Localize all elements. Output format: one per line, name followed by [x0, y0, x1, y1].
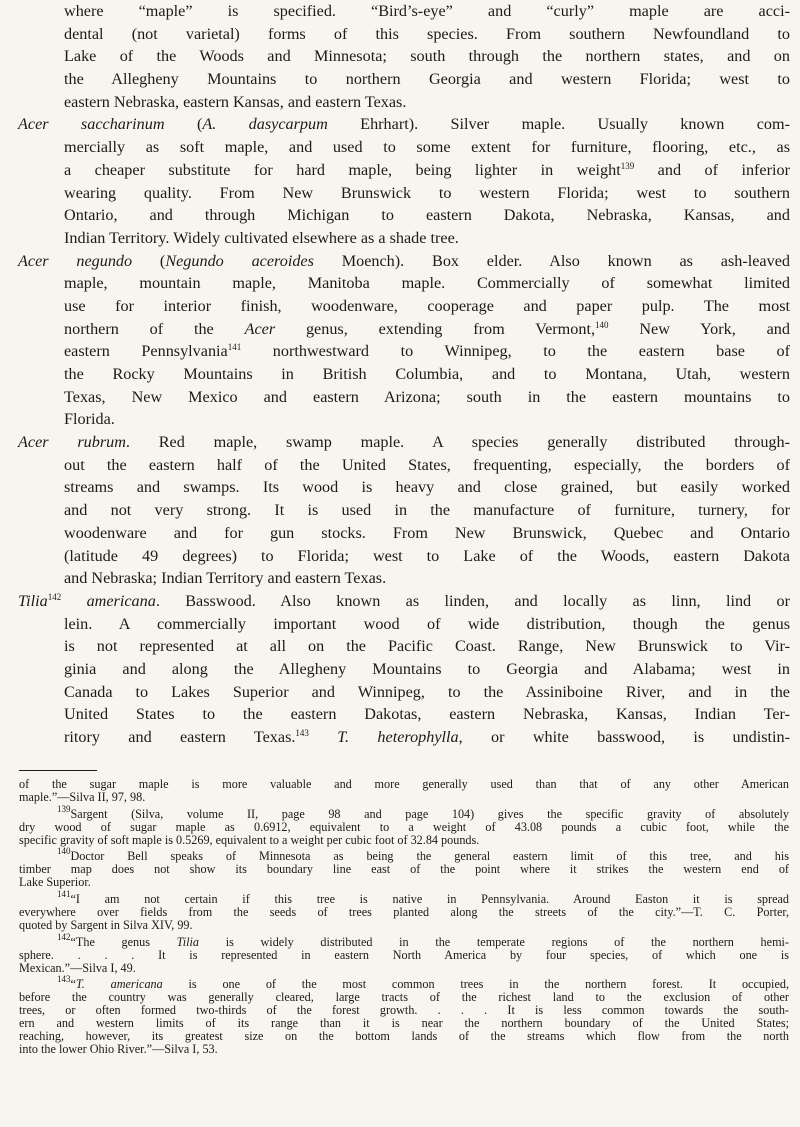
- text-run: eastern Nebraska, eastern Kansas, and eastern Texas.: [64, 92, 407, 111]
- text-line: [0, 23, 790, 46]
- text-line: [0, 363, 790, 386]
- text-run: of the sugar maple is more valuable and more generally used than that of any other American: [19, 777, 789, 791]
- text-run: northwestward to Winnipeg, to the eastern base of: [241, 342, 790, 361]
- text-run: , or white basswood, is undistin-: [458, 728, 791, 746]
- text-run: maple.”—Silva II, 97, 98.: [19, 789, 146, 804]
- text-run: United States to the eastern Dakotas, eastern Nebraska, Kansas, Indian Ter-: [64, 705, 790, 724]
- text-line: [0, 454, 790, 477]
- text-run: Lake Superior.: [19, 875, 91, 890]
- footnote-line: [0, 791, 789, 804]
- text-run: Mexican.”—Silva I, 49.: [19, 960, 136, 975]
- text-run: into the lower Ohio River.”—Silva I, 53.: [19, 1041, 218, 1056]
- footnote-rule: [19, 770, 97, 771]
- text-run: is not represented at all on the Pacific Coast. Range, New Brunswick to Vir-: [64, 637, 790, 656]
- text-run: Florida.: [64, 410, 115, 429]
- text-run: use for interior finish, woodenware, cooperage and paper pulp. The most: [64, 296, 790, 315]
- text-run: where “maple” is specified. “Bird’s-eye” and “curly” maple are acci-: [64, 2, 790, 20]
- italic-text: americana: [86, 591, 156, 610]
- text-run: before the country was generally cleared, large tracts of the richest land to the exclusion of other: [19, 990, 789, 1005]
- text-line: [0, 182, 790, 205]
- text-run: (latitude 49 degrees) to Florida; west to Lake of the Woods, eastern Dakota: [64, 546, 790, 565]
- text-line: [0, 476, 790, 499]
- italic-text: Acer saccharinum: [18, 115, 165, 134]
- text-line: [0, 431, 790, 454]
- text-run: dry wood of sugar maple as 0.6912, equivalent to a weight of 43.08 pounds a cubic foot, while the: [19, 819, 789, 834]
- text-line: [0, 340, 790, 363]
- text-run: [61, 592, 86, 610]
- text-line: [0, 681, 790, 704]
- italic-text: Tilia: [18, 591, 48, 610]
- text-line: [0, 522, 790, 545]
- footnote-line: [0, 919, 789, 932]
- italic-text: Tilia: [176, 934, 200, 949]
- text-line: [0, 159, 790, 182]
- text-line: [0, 499, 790, 522]
- footnote-ref: 139: [620, 160, 635, 171]
- italic-text: T. heterophylla: [337, 728, 459, 746]
- text-line: [0, 68, 790, 91]
- italic-text: Acer rubrum: [18, 433, 126, 452]
- text-run: a cheaper substitute for hard maple, being lighter in weight: [64, 160, 621, 179]
- text-run: timber map does not show its boundary line east of the point where it strikes the western end of: [19, 862, 789, 877]
- footnote-ref: 142: [47, 591, 62, 602]
- text-run: dental (not varietal) forms of this species. From southern Newfoundland to: [64, 24, 790, 43]
- text-run: ritory and eastern Texas.: [64, 728, 296, 746]
- text-run: and Nebraska; Indian Territory and eastern Texas.: [64, 569, 387, 588]
- footnote-ref: 143: [295, 728, 309, 738]
- italic-text: Acer negundo: [18, 251, 133, 270]
- text-line: [0, 408, 790, 431]
- footnote-line: [0, 1043, 789, 1056]
- italic-text: Acer: [244, 319, 276, 338]
- text-run: [309, 728, 337, 746]
- text-line: [0, 295, 790, 318]
- text-run: trees, or often formed two-thirds of the forest growth. . . . It is less common towards the south-: [19, 1003, 789, 1018]
- text-run: streams and swamps. Its wood is heavy and close grained, but easily worked: [64, 478, 790, 497]
- text-line: [0, 703, 790, 726]
- text-run: maple, mountain maple, Manitoba maple. Commercially of somewhat limited: [64, 274, 790, 293]
- text-line: [0, 0, 790, 23]
- text-line: [0, 204, 790, 227]
- text-line: [0, 545, 790, 568]
- text-run: Canada to Lakes Superior and Winnipeg, to the Assiniboine River, and in the: [64, 682, 790, 701]
- text-run: Ontario, and through Michigan to eastern Dakota, Nebraska, Kansas, and: [64, 206, 790, 225]
- text-line: [0, 386, 790, 409]
- text-run: (: [132, 251, 166, 270]
- text-run: sphere. . . . It is represented in eastern North America by four species, of which one is: [19, 947, 789, 962]
- text-run: and of inferior: [634, 160, 790, 179]
- footnote-line: [0, 876, 789, 889]
- text-run: quoted by Sargent in Silva XIV, 99.: [19, 917, 193, 932]
- text-run: Moench). Box elder. Also known as ash-leaved: [313, 251, 790, 270]
- footnote-line: [0, 863, 789, 876]
- text-run: Doctor Bell speaks of Minnesota as being the general eastern limit of this tree, and his: [70, 849, 789, 864]
- text-run: eastern Pennsylvania: [64, 342, 228, 361]
- footnotes: [0, 778, 800, 1056]
- text-line: [0, 635, 790, 658]
- text-run: “: [70, 977, 76, 992]
- footnote-ref: 142: [57, 931, 71, 942]
- italic-text: T. americana: [75, 977, 163, 992]
- text-run: everywhere over fields from the seeds of trees planted along the streets of the city.”—T. C. Porter,: [19, 905, 789, 920]
- footnote-ref: 140: [595, 319, 609, 330]
- text-run: wearing quality. From New Brunswick to western Florida; west to southern: [64, 183, 790, 202]
- text-run: the Rocky Mountains in British Columbia, and to Montana, Utah, western: [64, 365, 790, 383]
- text-run: Sargent (Silva, volume II, page 98 and page 104) gives the specific gravity of absolutely: [70, 806, 789, 821]
- text-run: . Red maple, swamp maple. A species generally distributed through-: [125, 433, 790, 452]
- text-run: (: [164, 115, 203, 134]
- text-run: the Allegheny Mountains to northern Georgia and western Florida; west to: [64, 70, 790, 89]
- text-line: [0, 250, 790, 273]
- text-run: . Basswood. Also known as linden, and locally as linn, lind or: [155, 591, 791, 610]
- text-run: and not very strong. It is used in the manufacture of furniture, turnery, for: [64, 501, 790, 520]
- text-run: Indian Territory. Widely cultivated elsewhere as a shade tree.: [64, 228, 459, 247]
- text-run: lein. A commercially important wood of wide distribution, though the genus: [64, 614, 790, 633]
- text-run: ginia and along the Allegheny Mountains to Georgia and Alabama; west in: [64, 659, 790, 678]
- footnote-line: [0, 962, 789, 975]
- text-line: [0, 45, 790, 68]
- text-line: [0, 113, 790, 136]
- text-line: [0, 726, 790, 749]
- text-line: [0, 590, 790, 613]
- text-run: Texas, New Mexico and eastern Arizona; south in the eastern mountains to: [64, 387, 790, 406]
- footnote-ref: 140: [57, 846, 71, 857]
- text-run: “I am not certain if this tree is native in Pennsylvania. Around Easton it is spread: [70, 892, 789, 907]
- text-run: woodenware and for gun stocks. From New Brunswick, Quebec and Ontario: [64, 523, 790, 542]
- italic-text: Negundo aceroides: [165, 251, 314, 270]
- footnote-ref: 141: [227, 342, 242, 353]
- text-run: Lake of the Woods and Minnesota; south through the northern states, and on: [64, 47, 790, 66]
- text-run: specific gravity of soft maple is 0.5269, equivalent to a weight per cubic foot of 32.84 pounds.: [19, 832, 480, 847]
- text-run: mercially as soft maple, and used to some extent for furniture, flooring, etc., as: [64, 138, 790, 157]
- text-line: [0, 272, 790, 295]
- footnote-ref: 143: [57, 974, 71, 985]
- text-run: is one of the most common trees in the northern forest. It occupied,: [162, 977, 789, 992]
- text-run: genus, extending from Vermont,: [275, 319, 596, 338]
- footnote-ref: 139: [57, 803, 71, 814]
- text-line: [0, 227, 790, 250]
- text-line: [0, 136, 790, 159]
- text-run: northern of the: [64, 319, 245, 338]
- italic-text: A. dasycarpum: [202, 115, 328, 134]
- text-run: New York, and: [608, 319, 790, 338]
- text-line: [0, 567, 790, 590]
- text-line: [0, 318, 790, 341]
- text-run: reaching, however, its greatest size on the bottom lands of the streams which flow from the north: [19, 1029, 789, 1044]
- text-run: ern and western limits of its range than it is near the northern boundary of the United States;: [19, 1016, 789, 1031]
- footnote-line: [0, 834, 789, 847]
- text-line: [0, 91, 790, 114]
- text-run: is widely distributed in the temperate regions of the northern hemi-: [199, 934, 789, 949]
- text-run: “The genus: [70, 934, 177, 949]
- text-run: out the eastern half of the United States, frequenting, especially, the borders of: [64, 455, 790, 474]
- text-run: Ehrhart). Silver maple. Usually known com-: [327, 115, 791, 134]
- text-line: [0, 613, 790, 636]
- text-line: [0, 658, 790, 681]
- footnote-ref: 141: [57, 889, 71, 900]
